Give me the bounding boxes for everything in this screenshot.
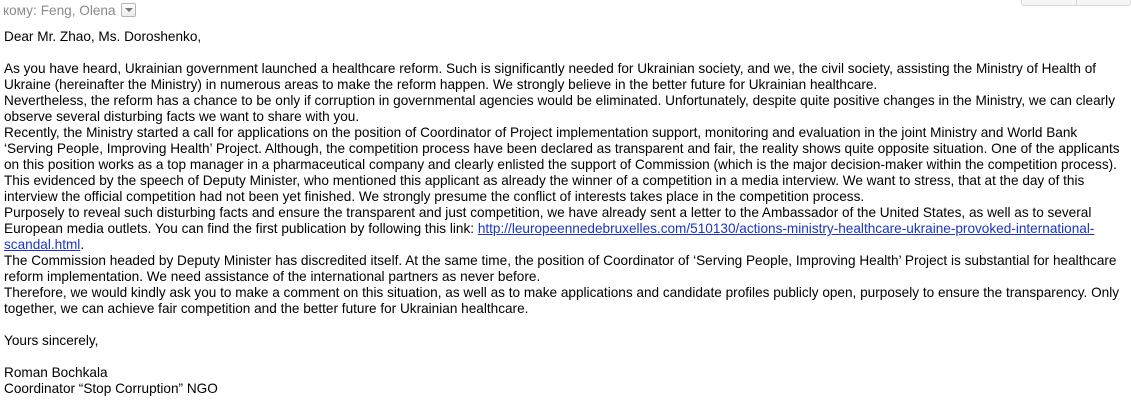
publication-text: Purposely to reveal such disturbing facts and ensure the transparent and just competition, we have already sent a letter to the Ambassador of the United States, as well as to several European media outlets. You can find the first publication by following this link:	[4, 205, 1092, 236]
toolbar-separator	[1076, 0, 1077, 5]
closing: Yours sincerely,	[4, 333, 99, 348]
paragraph-publication	[4, 205, 1126, 253]
to-label: кому:	[3, 2, 37, 18]
paragraph-intro: As you have heard, Ukrainian government launched a healthcare reform. Such is significantly needed for Ukrainian society, and we, the civil society, assisting the Ministry of Health of Ukraine (hereinafter the Ministry) in numerous areas to make the reform happen. We strongly believe in the better future for Ukrainian healthcare.	[4, 61, 1097, 92]
publication-link[interactable]: http://leuropeennedebruxelles.com/510130/actions-ministry-healthcare-ukraine-provoked-international-scandal.html	[4, 221, 1095, 252]
paragraph-commission: The Commission headed by Deputy Minister has discredited itself. At the same time, the position of Coordinator of ‘Serving People, Improving Health’ Project is substantial for healthcare reform implementation. We need assistance of the international partners as never before.	[4, 253, 1117, 284]
signature-name: Roman Bochkala	[4, 365, 108, 380]
publication-end: .	[80, 237, 85, 252]
recipient-row	[3, 1, 136, 19]
paragraph-request: Therefore, we would kindly ask you to make a comment on this situation, as well as to make applications and candidate profiles publicly open, purposely to ensure the transparency. Only together, we can achieve fair competition and the better future for Ukrainian healthcare.	[4, 285, 1120, 316]
paragraph-corruption: Nevertheless, the reform has a chance to be only if corruption in governmental agencies would be eliminated. Unfortunately, despite quite positive changes in the Ministry, we can clearly observe several disturbing facts we want to share with you.	[4, 93, 1116, 124]
signature-title: Coordinator “Stop Corruption” NGO	[4, 381, 218, 396]
greeting: Dear Mr. Zhao, Ms. Doroshenko,	[4, 29, 202, 44]
paragraph-competition: Recently, the Ministry started a call for applications on the position of Coordinator of Project implementation support, monitoring and evaluation in the joint Ministry and World Bank ‘Serving People, Improving Health’ Project. Although, the competition process have been declared as transparent and fair, the reality shows quite opposite situation. One of the applicants on this position works as a top manager in a pharmaceutical company and clearly enlisted the support of Commission (which is the major decision-maker within the competition process). This evidenced by the speech of Deputy Minister, who mentioned this applicant as already the winner of a competition in a media interview. We want to stress, that at the day of this interview the official competition had not been yet finished. We strongly presume the conflict of interests takes place in the competition process.	[4, 125, 1120, 204]
email-body	[4, 29, 1126, 397]
recipient-names[interactable]: Feng, Olena	[40, 2, 116, 18]
toolbar-corner-button[interactable]	[1021, 0, 1131, 6]
chevron-down-icon[interactable]	[121, 3, 136, 17]
